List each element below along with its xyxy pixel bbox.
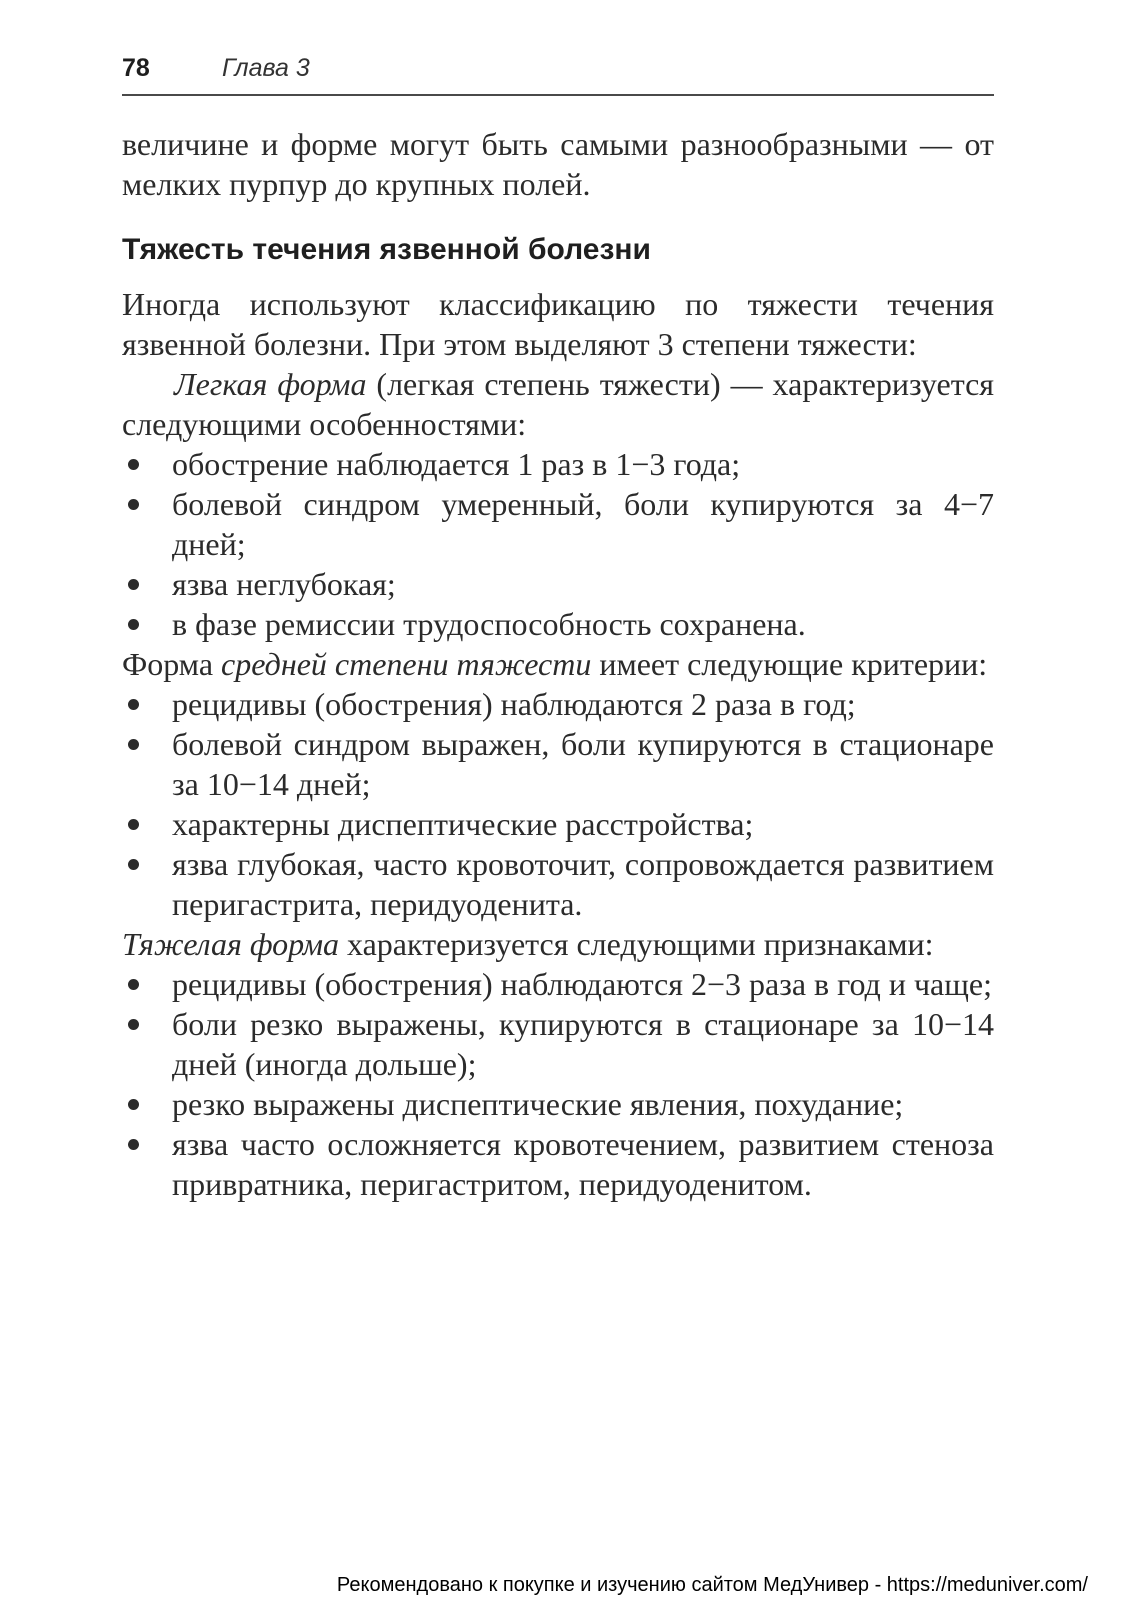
- list-item: в фазе ремиссии трудоспособность сохранена.: [122, 604, 994, 644]
- footer-watermark: Рекомендовано к покупке и изучению сайтом МедУнивер - https://meduniver.com/: [336, 1574, 1088, 1596]
- intro-paragraph: величине и форме могут быть самыми разнообразными — от мелких пурпур до крупных полей.: [122, 126, 994, 202]
- severe-form-text: характеризуется следующими признаками:: [339, 926, 934, 962]
- list-item: обострение наблюдается 1 раз в 1−3 года;: [122, 444, 994, 484]
- list-item: болевой синдром выражен, боли купируются в стационаре за 10−14 дней;: [122, 724, 994, 804]
- severe-form-term: Тяжелая форма: [122, 926, 339, 962]
- severe-form-list: [122, 964, 994, 1204]
- moderate-form-paragraph: [122, 644, 994, 684]
- list-item: характерны диспептические расстройства;: [122, 804, 994, 844]
- list-item: язва неглубокая;: [122, 564, 994, 604]
- list-item: боли резко выражены, купируются в стационаре за 10−14 дней (иногда дольше);: [122, 1004, 994, 1084]
- mild-form-list: [122, 444, 994, 644]
- page-header: [122, 52, 994, 96]
- mild-form-term: Легкая форма: [174, 366, 367, 402]
- severe-form-paragraph: [122, 924, 994, 964]
- list-item: резко выражены диспептические явления, похудание;: [122, 1084, 994, 1124]
- classification-paragraph: Иногда используют классификацию по тяжести течения язвенной болезни. При этом выделяют 3 степени тяжести:: [122, 286, 994, 362]
- moderate-form-text: имеет следующие критерии:: [591, 646, 988, 682]
- page-content: [122, 124, 994, 1204]
- list-item: язва часто осложняется кровотечением, развитием стеноза привратника, перигастритом, перидуоденитом.: [122, 1124, 994, 1204]
- list-item: рецидивы (обострения) наблюдаются 2 раза в год;: [122, 684, 994, 724]
- list-item: болевой синдром умеренный, боли купируются за 4−7 дней;: [122, 484, 994, 564]
- moderate-form-prefix: Форма: [122, 646, 222, 682]
- moderate-form-term: средней степени тяжести: [221, 646, 592, 682]
- list-item: рецидивы (обострения) наблюдаются 2−3 раза в год и чаще;: [122, 964, 994, 1004]
- list-item: язва глубокая, часто кровоточит, сопровождается развитием перигастрита, перидуоденита.: [122, 844, 994, 924]
- page-number: 78: [122, 54, 150, 82]
- mild-form-text: (легкая степень тяжести) — характеризуется следующими особенностями:: [122, 366, 995, 442]
- moderate-form-list: [122, 684, 994, 924]
- section-title: Тяжесть течения язвенной болезни: [122, 233, 651, 266]
- chapter-title: Глава 3: [222, 54, 310, 82]
- mild-form-paragraph: [122, 364, 994, 444]
